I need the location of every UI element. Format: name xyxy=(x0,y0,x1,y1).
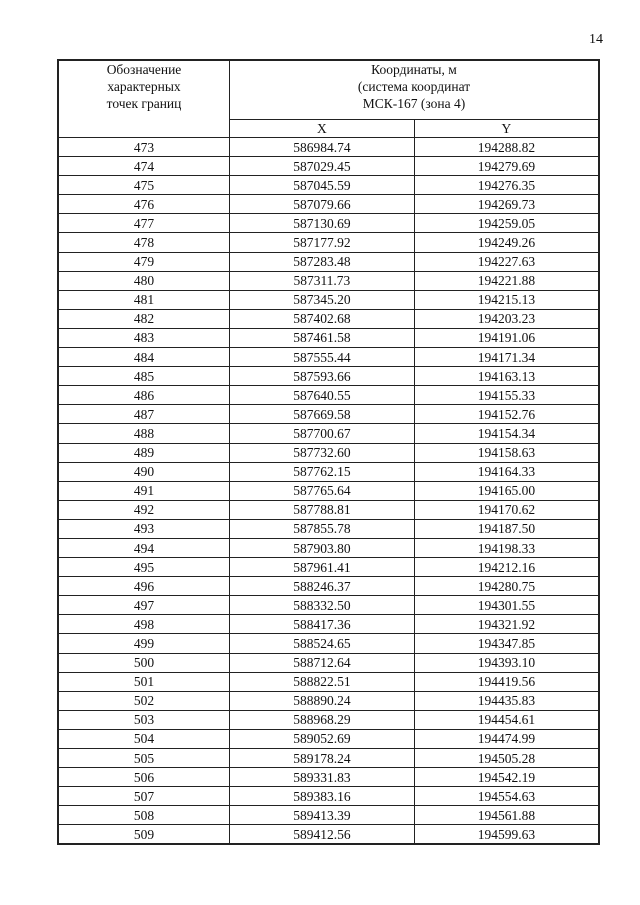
y-cell: 194279.69 xyxy=(414,157,599,176)
point-cell: 491 xyxy=(58,481,230,500)
y-cell: 194221.88 xyxy=(414,271,599,290)
y-cell: 194198.33 xyxy=(414,538,599,557)
point-cell: 497 xyxy=(58,596,230,615)
x-column-header: X xyxy=(230,120,415,138)
table-row xyxy=(58,538,599,557)
point-cell: 499 xyxy=(58,634,230,653)
x-cell: 589413.39 xyxy=(230,806,415,825)
table-row xyxy=(58,214,599,233)
y-cell: 194163.13 xyxy=(414,367,599,386)
point-cell: 509 xyxy=(58,825,230,845)
table-row xyxy=(58,424,599,443)
point-cell: 476 xyxy=(58,195,230,214)
x-cell: 587732.60 xyxy=(230,443,415,462)
table-row xyxy=(58,271,599,290)
table-header xyxy=(58,60,599,138)
x-cell: 588524.65 xyxy=(230,634,415,653)
x-cell: 587961.41 xyxy=(230,558,415,577)
x-cell: 587765.64 xyxy=(230,481,415,500)
y-cell: 194154.34 xyxy=(414,424,599,443)
point-cell: 504 xyxy=(58,729,230,748)
y-cell: 194435.83 xyxy=(414,691,599,710)
point-cell: 490 xyxy=(58,462,230,481)
point-cell: 495 xyxy=(58,558,230,577)
x-cell: 587855.78 xyxy=(230,519,415,538)
x-cell: 589052.69 xyxy=(230,729,415,748)
table-row xyxy=(58,691,599,710)
table-row xyxy=(58,558,599,577)
y-cell: 194158.63 xyxy=(414,443,599,462)
y-cell: 194259.05 xyxy=(414,214,599,233)
point-cell: 486 xyxy=(58,386,230,405)
point-cell: 502 xyxy=(58,691,230,710)
y-cell: 194542.19 xyxy=(414,768,599,787)
x-cell: 587593.66 xyxy=(230,367,415,386)
y-cell: 194554.63 xyxy=(414,787,599,806)
table-row xyxy=(58,519,599,538)
point-cell: 485 xyxy=(58,367,230,386)
table-row xyxy=(58,825,599,845)
table-row xyxy=(58,252,599,271)
point-cell: 474 xyxy=(58,157,230,176)
point-cell: 492 xyxy=(58,500,230,519)
y-cell: 194276.35 xyxy=(414,176,599,195)
x-cell: 587130.69 xyxy=(230,214,415,233)
coordinates-header xyxy=(230,60,600,120)
table-row xyxy=(58,176,599,195)
y-cell: 194215.13 xyxy=(414,290,599,309)
x-cell: 587788.81 xyxy=(230,500,415,519)
point-cell: 493 xyxy=(58,519,230,538)
table-row xyxy=(58,443,599,462)
y-cell: 194321.92 xyxy=(414,615,599,634)
y-cell: 194599.63 xyxy=(414,825,599,845)
x-cell: 587079.66 xyxy=(230,195,415,214)
table-row xyxy=(58,138,599,157)
table-row xyxy=(58,157,599,176)
point-cell: 500 xyxy=(58,653,230,672)
point-cell: 479 xyxy=(58,252,230,271)
x-cell: 587555.44 xyxy=(230,348,415,367)
table-row xyxy=(58,405,599,424)
coords-header-line: МСК-167 (зона 4) xyxy=(362,96,466,111)
y-cell: 194171.34 xyxy=(414,348,599,367)
y-cell: 194454.61 xyxy=(414,710,599,729)
y-cell: 194249.26 xyxy=(414,233,599,252)
x-cell: 588712.64 xyxy=(230,653,415,672)
point-cell: 505 xyxy=(58,749,230,768)
y-cell: 194203.23 xyxy=(414,309,599,328)
x-cell: 587311.73 xyxy=(230,271,415,290)
point-designation-header xyxy=(58,60,230,138)
x-cell: 587461.58 xyxy=(230,328,415,347)
table-row xyxy=(58,615,599,634)
point-cell: 494 xyxy=(58,538,230,557)
point-header-line: Обозначение xyxy=(106,62,182,77)
point-cell: 483 xyxy=(58,328,230,347)
x-cell: 587640.55 xyxy=(230,386,415,405)
table-row xyxy=(58,596,599,615)
x-cell: 589383.16 xyxy=(230,787,415,806)
point-cell: 507 xyxy=(58,787,230,806)
x-cell: 587045.59 xyxy=(230,176,415,195)
y-cell: 194191.06 xyxy=(414,328,599,347)
x-cell: 587762.15 xyxy=(230,462,415,481)
table-row xyxy=(58,749,599,768)
point-cell: 478 xyxy=(58,233,230,252)
x-cell: 588332.50 xyxy=(230,596,415,615)
point-cell: 475 xyxy=(58,176,230,195)
table-row xyxy=(58,290,599,309)
point-cell: 484 xyxy=(58,348,230,367)
point-cell: 506 xyxy=(58,768,230,787)
point-cell: 508 xyxy=(58,806,230,825)
table-row xyxy=(58,233,599,252)
table-row xyxy=(58,577,599,596)
y-cell: 194187.50 xyxy=(414,519,599,538)
y-cell: 194505.28 xyxy=(414,749,599,768)
x-cell: 587345.20 xyxy=(230,290,415,309)
y-cell: 194419.56 xyxy=(414,672,599,691)
point-cell: 501 xyxy=(58,672,230,691)
y-cell: 194212.16 xyxy=(414,558,599,577)
table-row xyxy=(58,195,599,214)
table-row xyxy=(58,787,599,806)
page-number: 14 xyxy=(589,32,603,47)
x-cell: 588968.29 xyxy=(230,710,415,729)
x-cell: 587283.48 xyxy=(230,252,415,271)
y-cell: 194280.75 xyxy=(414,577,599,596)
y-cell: 194152.76 xyxy=(414,405,599,424)
point-cell: 489 xyxy=(58,443,230,462)
coordinates-table xyxy=(57,59,600,845)
point-cell: 481 xyxy=(58,290,230,309)
table-row xyxy=(58,806,599,825)
x-cell: 587903.80 xyxy=(230,538,415,557)
point-cell: 503 xyxy=(58,710,230,729)
table-row xyxy=(58,634,599,653)
table-row xyxy=(58,367,599,386)
y-cell: 194269.73 xyxy=(414,195,599,214)
y-cell: 194227.63 xyxy=(414,252,599,271)
table-row xyxy=(58,309,599,328)
x-cell: 587177.92 xyxy=(230,233,415,252)
point-header-line: точек границ xyxy=(106,96,182,111)
x-cell: 587669.58 xyxy=(230,405,415,424)
x-cell: 588417.36 xyxy=(230,615,415,634)
y-cell: 194165.00 xyxy=(414,481,599,500)
point-cell: 488 xyxy=(58,424,230,443)
table-row xyxy=(58,462,599,481)
y-cell: 194347.85 xyxy=(414,634,599,653)
table-row xyxy=(58,386,599,405)
table-row xyxy=(58,481,599,500)
y-cell: 194561.88 xyxy=(414,806,599,825)
x-cell: 589178.24 xyxy=(230,749,415,768)
x-cell: 587402.68 xyxy=(230,309,415,328)
y-cell: 194393.10 xyxy=(414,653,599,672)
y-cell: 194474.99 xyxy=(414,729,599,748)
table-row xyxy=(58,729,599,748)
x-cell: 588822.51 xyxy=(230,672,415,691)
y-cell: 194301.55 xyxy=(414,596,599,615)
coords-header-line: (система координат xyxy=(357,79,471,94)
x-cell: 588246.37 xyxy=(230,577,415,596)
table-body xyxy=(58,138,599,845)
x-cell: 589412.56 xyxy=(230,825,415,845)
table-row xyxy=(58,500,599,519)
table-row xyxy=(58,710,599,729)
y-cell: 194155.33 xyxy=(414,386,599,405)
y-cell: 194288.82 xyxy=(414,138,599,157)
table-row xyxy=(58,348,599,367)
table-row xyxy=(58,672,599,691)
y-cell: 194164.33 xyxy=(414,462,599,481)
point-cell: 482 xyxy=(58,309,230,328)
coords-header-line: Координаты, м xyxy=(371,62,457,77)
y-cell: 194170.62 xyxy=(414,500,599,519)
point-header-line: характерных xyxy=(107,79,181,94)
x-cell: 586984.74 xyxy=(230,138,415,157)
point-cell: 480 xyxy=(58,271,230,290)
x-cell: 588890.24 xyxy=(230,691,415,710)
table-row xyxy=(58,328,599,347)
table-row xyxy=(58,768,599,787)
x-cell: 587029.45 xyxy=(230,157,415,176)
x-cell: 589331.83 xyxy=(230,768,415,787)
point-cell: 487 xyxy=(58,405,230,424)
y-column-header: Y xyxy=(414,120,599,138)
point-cell: 477 xyxy=(58,214,230,233)
table-row xyxy=(58,653,599,672)
x-cell: 587700.67 xyxy=(230,424,415,443)
point-cell: 473 xyxy=(58,138,230,157)
point-cell: 496 xyxy=(58,577,230,596)
point-cell: 498 xyxy=(58,615,230,634)
